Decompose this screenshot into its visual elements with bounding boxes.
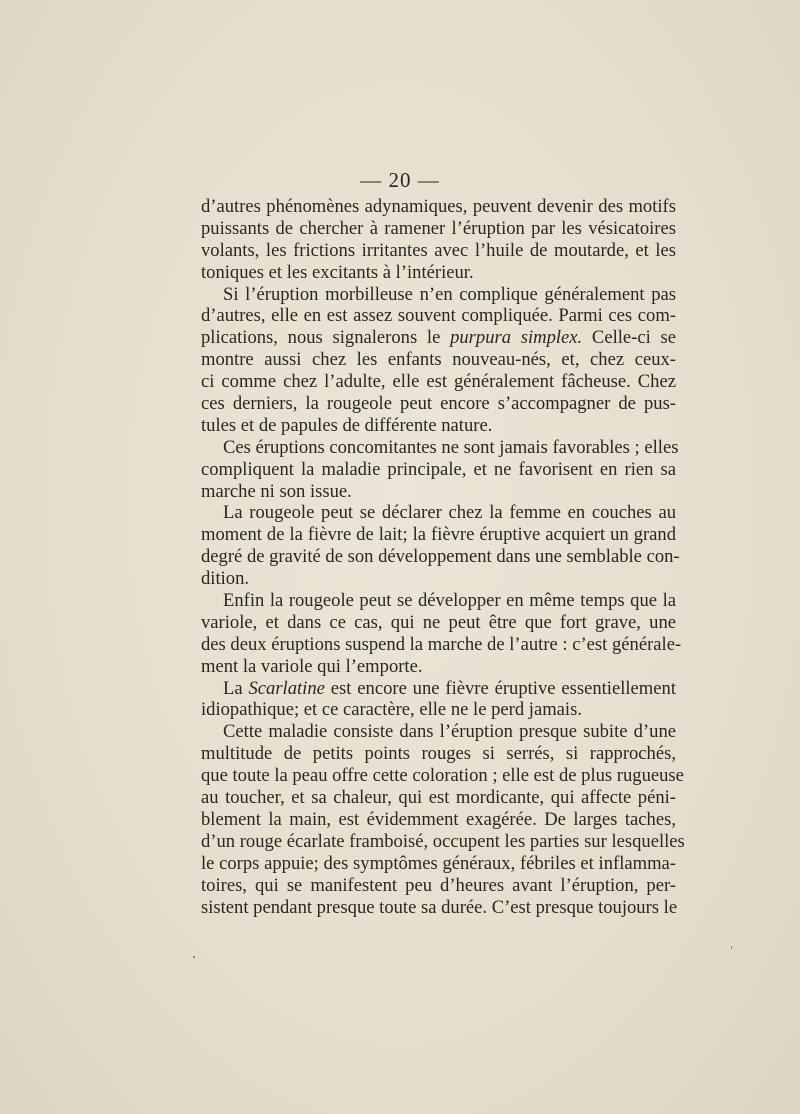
italic-term: Scarlatine (248, 677, 325, 699)
text-segment: plications, nous signalerons le (201, 327, 451, 349)
text-line: multitude de petits points rouges si serrés, si rapprochés, (201, 743, 676, 765)
text-line: toires, qui se manifestent peu d’heures avant l’éruption, per- (201, 874, 676, 896)
paper-speck (731, 946, 732, 949)
text-line: le corps appuie; des symptômes généraux, fébriles et inflamma- (201, 852, 676, 874)
text-line: d’autres, elle en est assez souvent compliquée. Parmi ces com- (201, 305, 676, 327)
text-line: variole, et dans ce cas, qui ne peut être que fort grave, une (201, 611, 676, 633)
text-line: blement la main, est évidemment exagérée. De larges taches, (201, 808, 676, 830)
text-line: ces derniers, la rougeole peut encore s’accompagner de pus- (201, 393, 676, 415)
paper-speck (193, 956, 195, 958)
body-text (201, 196, 685, 918)
text-line: au toucher, et sa chaleur, qui est mordicante, qui affecte péni- (201, 787, 676, 809)
text-line (201, 327, 676, 349)
text-line: ci comme chez l’adulte, elle est généralement fâcheuse. Chez (201, 371, 676, 393)
text-line: des deux éruptions suspend la marche de l’autre : c’est générale- (201, 633, 682, 655)
text-line: d’un rouge écarlate framboisé, occupent les parties sur lesquelles (201, 830, 685, 852)
text-line: ment la variole qui l’emporte. (201, 655, 423, 677)
text-line: que toute la peau offre cette coloration ; elle est de plus rugueuse (201, 765, 684, 787)
text-line (201, 678, 676, 700)
text-line: Ces éruptions concomitantes ne sont jamais favorables ; elles (223, 436, 679, 458)
text-line: La rougeole peut se déclarer chez la femme en couches au (223, 502, 676, 524)
text-line: toniques et les excitants à l’intérieur. (201, 261, 474, 283)
text-line: degré de gravité de son développement dans une semblable con- (201, 546, 680, 568)
text-line: tules et de papules de différente nature. (201, 414, 493, 436)
text-line: sistent pendant presque toute sa durée. C’est presque toujours le (201, 896, 678, 918)
text-line: idiopathique; et ce caractère, elle ne le perd jamais. (201, 699, 582, 721)
text-line: compliquent la maladie principale, et ne favorisent en rien sa (201, 458, 676, 480)
italic-term: purpura simplex. (450, 327, 583, 349)
page-number: — 20 — (360, 168, 440, 192)
text-line: volants, les frictions irritantes avec l’huile de moutarde, et les (201, 239, 676, 261)
text-line: montre aussi chez les enfants nouveau-nés, et, chez ceux- (201, 349, 676, 371)
text-line: moment de la fièvre de lait; la fièvre éruptive acquiert un grand (201, 524, 676, 546)
text-segment: La (223, 677, 249, 699)
text-line: marche ni son issue. (201, 480, 352, 502)
text-line: Enfin la rougeole peut se développer en même temps que la (223, 590, 676, 612)
text-line: puissants de chercher à ramener l’éruption par les vésicatoires (201, 217, 676, 239)
text-line: dition. (201, 568, 250, 590)
text-line: Si l’éruption morbilleuse n’en complique généralement pas (223, 283, 676, 305)
text-segment: est encore une fièvre éruptive essentiellement (324, 677, 676, 699)
text-line: Cette maladie consiste dans l’éruption presque subite d’une (223, 721, 676, 743)
text-segment: Celle-ci se (582, 327, 676, 349)
text-line: d’autres phénomènes adynamiques, peuvent devenir des motifs (201, 196, 676, 217)
